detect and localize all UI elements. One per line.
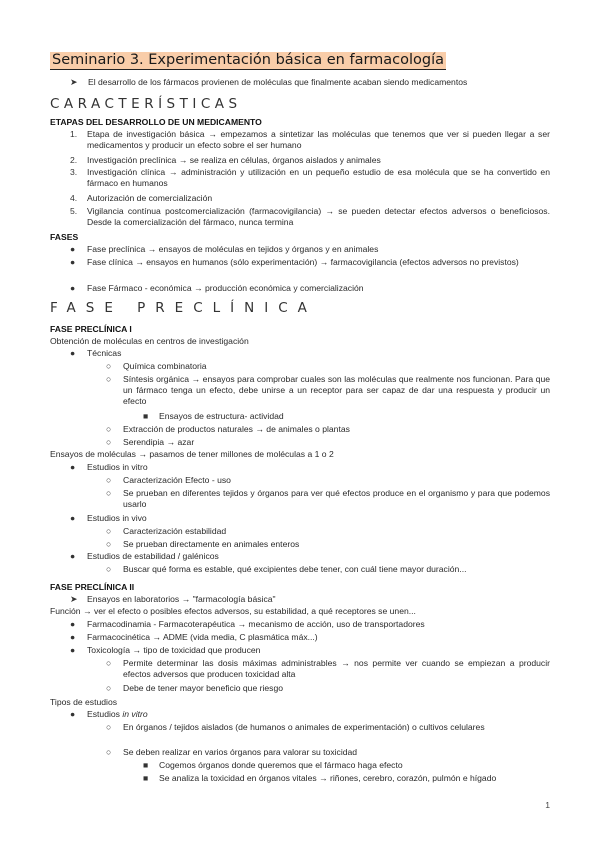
bullet-icon: ● bbox=[70, 619, 76, 629]
fp1-vitro: Estudios in vitro bbox=[87, 462, 148, 472]
fp1-tecnicas: Técnicas bbox=[87, 348, 122, 358]
fp1-se-prueban: Se prueban en diferentes tejidos y órganos para ver qué efectos produce en el organismo y para que podemos usarlo bbox=[123, 488, 550, 509]
fp1-obtencion: Obtención de moléculas en centros de investigación bbox=[50, 336, 249, 346]
fase-item: Fase Fármaco - económica → producción económica y comercialización bbox=[87, 283, 364, 293]
circle-bullet-icon: ○ bbox=[106, 374, 112, 384]
fase-item: Fase clínica → ensayos en humanos (sólo experimentación) → farmacovigilancia (efectos adversos no previstos) bbox=[87, 257, 519, 267]
list-number: 2. bbox=[70, 155, 78, 165]
fp1-ensayos: Ensayos de moléculas → pasamos de tener millones de moléculas a 1 o 2 bbox=[50, 449, 334, 459]
circle-bullet-icon: ○ bbox=[106, 526, 112, 536]
square-bullet-icon: ■ bbox=[143, 773, 149, 783]
fp1-estructura: Ensayos de estructura- actividad bbox=[159, 411, 284, 421]
etapas-heading: ETAPAS DEL DESARROLLO DE UN MEDICAMENTO bbox=[50, 117, 262, 127]
list-number: 5. bbox=[70, 206, 78, 216]
page-title: Seminario 3. Experimentación básica en farmacología bbox=[52, 52, 445, 68]
circle-bullet-icon: ○ bbox=[106, 539, 112, 549]
fp2-estudios-label: Estudios bbox=[87, 709, 120, 719]
circle-bullet-icon: ○ bbox=[106, 747, 112, 757]
bullet-icon: ● bbox=[70, 257, 76, 267]
fp2-varios: Se deben realizar en varios órganos para valorar su toxicidad bbox=[123, 747, 358, 757]
circle-bullet-icon: ○ bbox=[106, 424, 112, 434]
circle-bullet-icon: ○ bbox=[106, 361, 112, 371]
fp2-in-vitro: in vitro bbox=[122, 709, 148, 719]
fp1-caracterizacion-estabilidad: Caracterización estabilidad bbox=[123, 526, 227, 536]
circle-bullet-icon: ○ bbox=[106, 564, 112, 574]
fp2-permite: Permite determinar las dosis máximas administrables → nos permite ver cuando se empiezan a producir efectos adversos que producen toxicidad alta bbox=[123, 658, 550, 679]
fp1-estabilidad: Estudios de estabilidad / galénicos bbox=[87, 551, 219, 561]
arrow-bullet-icon: ➤ bbox=[70, 77, 78, 87]
square-bullet-icon: ■ bbox=[143, 411, 149, 421]
arrow-bullet-icon: ➤ bbox=[70, 594, 78, 604]
fases-heading: FASES bbox=[50, 232, 79, 242]
etapa-item: Investigación clínica → administración y utilización en un pequeño estudio de esa molécula que se ha convertido en fármaco en humanos bbox=[87, 167, 550, 188]
intro-text: El desarrollo de los fármacos provienen de moléculas que finalmente acaban siendo medicamentos bbox=[88, 77, 468, 87]
circle-bullet-icon: ○ bbox=[106, 475, 112, 485]
bullet-icon: ● bbox=[70, 645, 76, 655]
circle-bullet-icon: ○ bbox=[106, 658, 112, 668]
bullet-icon: ● bbox=[70, 348, 76, 358]
fp2-cogemos: Cogemos órganos donde queremos que el fármaco haga efecto bbox=[159, 760, 403, 770]
section-heading-caracteristicas: CARACTERÍSTICAS bbox=[50, 96, 242, 112]
etapa-item: Etapa de investigación básica → empezamos a sintetizar las moléculas que tenemos que ver si pueden llegar a ser medicamentos y producir un efecto sobre el ser humano bbox=[87, 129, 550, 150]
fase-item: Fase preclínica → ensayos de moléculas en tejidos y órganos y en animales bbox=[87, 244, 379, 254]
etapa-item: Vigilancia contínua postcomercialización (farmacovigilancia) → se pueden detectar efectos adversos o beneficiosos. Desde la comercialización del fármaco, nunca termina bbox=[87, 206, 550, 227]
bullet-icon: ● bbox=[70, 709, 76, 719]
fp1-heading: FASE PRECLÍNICA I bbox=[50, 324, 132, 334]
list-number: 1. bbox=[70, 129, 78, 139]
bullet-icon: ● bbox=[70, 462, 76, 472]
etapa-item: Autorización de comercialización bbox=[87, 193, 213, 203]
fp1-animales: Se prueban directamente en animales enteros bbox=[123, 539, 300, 549]
bullet-icon: ● bbox=[70, 513, 76, 523]
fp2-heading: FASE PRECLÍNICA II bbox=[50, 582, 135, 592]
fp2-laboratorios: Ensayos en laboratorios → "farmacología básica" bbox=[87, 594, 276, 604]
circle-bullet-icon: ○ bbox=[106, 722, 112, 732]
circle-bullet-icon: ○ bbox=[106, 437, 112, 447]
fp1-sintesis: Síntesis orgánica → ensayos para comprobar cuales son las moléculas que realmente nos funcionan. Para que un fármaco tenga un efecto, debe unirse a un receptor para ser capaz de dar una respuesta y producir un efecto bbox=[123, 374, 550, 406]
circle-bullet-icon: ○ bbox=[106, 488, 112, 498]
fp1-serendipia: Serendipia → azar bbox=[123, 437, 195, 447]
fp2-tipos: Tipos de estudios bbox=[50, 697, 118, 707]
list-number: 3. bbox=[70, 167, 78, 177]
fp1-buscar: Buscar qué forma es estable, qué excipientes debe tener, con cuál tiene mayor duración... bbox=[123, 564, 467, 574]
square-bullet-icon: ■ bbox=[143, 760, 149, 770]
fp1-caracterizacion-efecto: Caracterización Efecto - uso bbox=[123, 475, 231, 485]
fp2-farmacocinetica: Farmacocinética → ADME (vida media, C plasmática máx...) bbox=[87, 632, 318, 642]
fp1-quimica: Química combinatoria bbox=[123, 361, 207, 371]
fp2-beneficio: Debe de tener mayor beneficio que riesgo bbox=[123, 683, 284, 693]
fp1-extraccion: Extracción de productos naturales → de animales o plantas bbox=[123, 424, 350, 434]
list-number: 4. bbox=[70, 193, 78, 203]
fp2-analiza: Se analiza la toxicidad en órganos vitales → riñones, cerebro, corazón, pulmón e hígado bbox=[159, 773, 497, 783]
bullet-icon: ● bbox=[70, 244, 76, 254]
fp2-farmacodinamia: Farmacodinamia - Farmacoterapéutica → mecanismo de acción, uso de transportadores bbox=[87, 619, 425, 629]
circle-bullet-icon: ○ bbox=[106, 683, 112, 693]
fp1-vivo: Estudios in vivo bbox=[87, 513, 147, 523]
fp2-estudios-in-vitro bbox=[87, 709, 148, 720]
bullet-icon: ● bbox=[70, 551, 76, 561]
fp2-funcion: Función → ver el efecto o posibles efectos adversos, su estabilidad, a qué receptores se unen... bbox=[50, 606, 416, 616]
etapa-item: Investigación preclínica → se realiza en células, órganos aislados y animales bbox=[87, 155, 381, 165]
bullet-icon: ● bbox=[70, 632, 76, 642]
fp2-organos: En órganos / tejidos aislados (de humanos o animales de experimentación) o cultivos celulares bbox=[123, 722, 485, 732]
page-number: 1 bbox=[545, 800, 550, 810]
fp2-toxicologia: Toxicología → tipo de toxicidad que producen bbox=[87, 645, 261, 655]
section-heading-fase-preclinica: FASE PRECLÍNICA bbox=[50, 300, 317, 316]
bullet-icon: ● bbox=[70, 283, 76, 293]
